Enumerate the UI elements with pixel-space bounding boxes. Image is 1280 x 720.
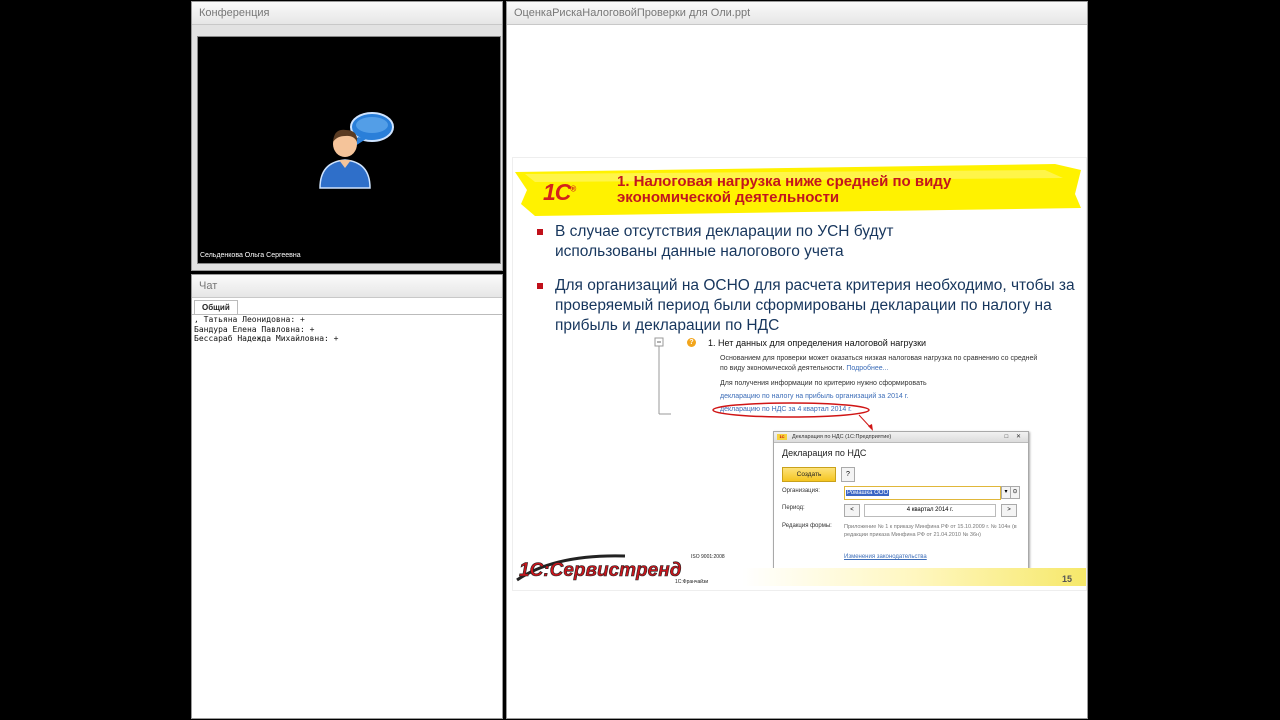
help-button[interactable]: ?: [841, 467, 855, 482]
create-button[interactable]: Создать: [782, 467, 836, 482]
franchise-label: 1С:Франчайзи: [675, 579, 709, 585]
tree-lines: [653, 336, 673, 416]
period-label: Период:: [782, 505, 805, 511]
servistrend-logo: [515, 550, 755, 586]
chat-message: Бандура Елена Павловна: +: [194, 324, 315, 334]
chat-message: , Татьяна Леонидовна: +: [194, 315, 305, 324]
bullet-text: В случае отсутствия декларации по УСН будут использованы данные налогового учета: [555, 223, 894, 260]
period-field[interactable]: 4 квартал 2014 г.: [864, 504, 996, 517]
org-field[interactable]: Ромашка ООО: [844, 486, 1001, 500]
presentation-panel: [506, 1, 1088, 719]
slide: [512, 157, 1087, 591]
profit-declaration-link[interactable]: декларацию по налогу на прибыль организаций за 2014 г.: [720, 393, 909, 400]
chat-message: Бессараб Надежда Михайловна: +: [194, 334, 339, 343]
conference-panel: [191, 1, 503, 271]
bullet-1: [537, 222, 897, 262]
bullet-2: [537, 276, 1083, 336]
chat-panel: [191, 274, 503, 719]
participant-avatar-icon: [314, 110, 394, 192]
question-icon: ?: [687, 338, 696, 347]
bullet-text: Для организаций на ОСНО для расчета критерия необходимо, чтобы за проверяемый период были сформированы декларации по налогу на прибыль и декларации по НДС: [555, 277, 1075, 334]
1c-app-icon: 1С: [777, 434, 787, 440]
basis-text-2: по виду экономической деятельности. Подробнее...: [720, 365, 889, 372]
org-open-icon[interactable]: ⊙: [1010, 486, 1020, 499]
conference-title: Конференция: [192, 2, 502, 25]
presentation-title: ОценкаРискаНалоговойПроверки для Оли.ppt: [507, 2, 1087, 25]
participant-name: Сельденкова Ольга Сергеевна: [200, 252, 301, 259]
window-controls-icon[interactable]: □ ✕: [1004, 434, 1024, 440]
period-next-button[interactable]: >: [1001, 504, 1017, 517]
chat-title: Чат: [192, 275, 502, 298]
chat-tab-general[interactable]: Общий: [194, 300, 238, 314]
dialog-title: Декларация по НДС: [782, 448, 867, 458]
basis-text-1: Основанием для проверки может оказаться низкая налоговая нагрузка по сравнению со средней: [720, 355, 1038, 362]
dialog-titlebar: 1С Декларация по НДС (1С:Предприятие) □ ✕: [774, 432, 1028, 443]
more-link[interactable]: Подробнее...: [846, 365, 889, 372]
vat-declaration-dialog: [773, 431, 1029, 574]
servistrend-logo-text: 1С:Сервистренд: [519, 560, 682, 581]
iso-label: ISO 9001:2008: [691, 554, 725, 560]
bullet-marker: [537, 283, 543, 289]
chat-messages: [192, 315, 502, 344]
edition-label: Редакция формы:: [782, 523, 832, 529]
info-text: Для получения информации по критерию нужно сформировать: [720, 380, 927, 387]
chat-tabbar: [192, 300, 502, 315]
page-number: 15: [1061, 574, 1072, 584]
law-changes-link[interactable]: Изменения законодательства: [844, 554, 927, 560]
vat-declaration-link[interactable]: декларацию по НДС за 4 квартал 2014 г.: [720, 406, 852, 413]
bullet-marker: [537, 229, 543, 235]
org-label: Организация:: [782, 488, 820, 494]
org-dropdown-icon[interactable]: ▾: [1001, 486, 1011, 499]
criterion-heading: 1. Нет данных для определения налоговой нагрузки: [708, 338, 927, 348]
slide-title: 1. Налоговая нагрузка ниже средней по виду экономической деятельности: [617, 173, 952, 206]
period-prev-button[interactable]: <: [844, 504, 860, 517]
1c-logo: 1С®: [543, 179, 576, 205]
edition-value: Приложение № 1 к приказу Минфина РФ от 15.10.2009 г. № 104н (в редакции приказа Минфина РФ от 21.04.2010 № 36н): [844, 524, 1017, 538]
video-area[interactable]: [197, 36, 501, 264]
